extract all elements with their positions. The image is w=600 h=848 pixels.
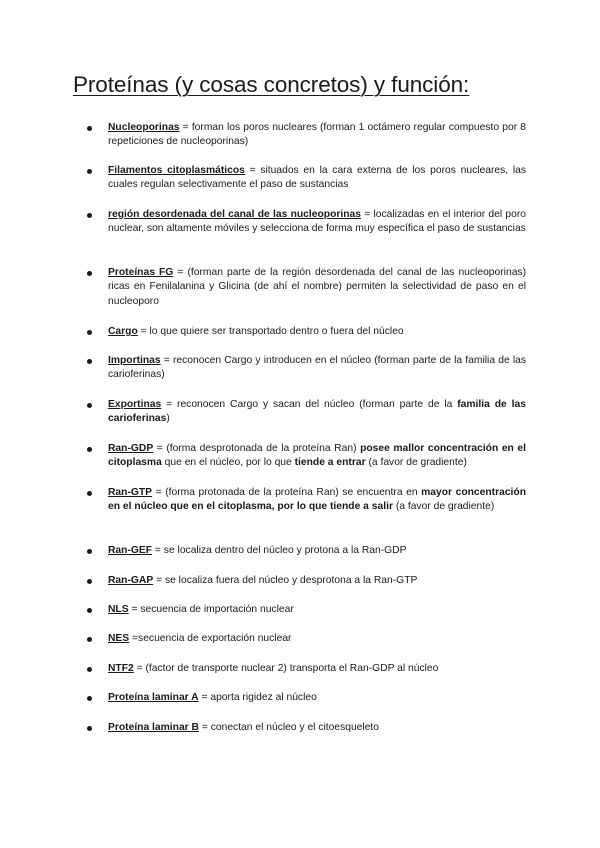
item-text bbox=[108, 164, 526, 193]
item-description: = (factor de transporte nuclear 2) transporta el Ran-GDP al núcleo bbox=[133, 663, 439, 674]
item-text bbox=[108, 691, 526, 705]
item-description-end: (a favor de gradiente) bbox=[365, 457, 467, 469]
item-text bbox=[108, 721, 526, 735]
item-description: = (forma desprotonada de la proteína Ran) bbox=[153, 443, 361, 454]
bullet-icon bbox=[87, 726, 92, 731]
item-description: = situados en la cara externa de los poros nucleares, las cuales regulan selectivamente el paso de sustancias bbox=[108, 165, 526, 191]
item-description: = (forman parte de la región desordenada del canal de las nucleoporinas) ricas en Fenilalanina y Glicina (de ahí el nombre) permiten la selectividad de paso en el nucleoporo bbox=[108, 267, 526, 307]
item-description: = conectan el núcleo y el citoesqueleto bbox=[198, 722, 380, 733]
item-term: NES bbox=[108, 633, 130, 644]
bullet-icon bbox=[87, 491, 92, 496]
item-text bbox=[108, 208, 526, 237]
item-emphasis: posee mallor concentración en el citoplasma bbox=[108, 443, 526, 469]
item-term: Proteína laminar B bbox=[108, 722, 199, 733]
item-text bbox=[108, 632, 526, 646]
item-term: Nucleoporinas bbox=[108, 122, 180, 133]
item-term: Cargo bbox=[108, 326, 138, 337]
item-text bbox=[108, 121, 526, 150]
item-term: Exportinas bbox=[108, 399, 162, 410]
bullet-icon bbox=[87, 579, 92, 584]
item-description: = aporta rigidez al núcleo bbox=[198, 692, 317, 703]
item-text bbox=[108, 486, 526, 515]
item-term: NLS bbox=[108, 604, 129, 615]
item-emphasis: mayor concentración en el núcleo que en el citoplasma, por lo que tiende a salir bbox=[108, 487, 526, 513]
item-term: Ran-GDP bbox=[108, 443, 154, 454]
bullet-icon bbox=[87, 637, 92, 642]
item-description: = secuencia de importación nuclear bbox=[128, 604, 294, 615]
bullet-icon bbox=[87, 549, 92, 554]
item-text bbox=[108, 325, 526, 339]
item-term: Proteína laminar A bbox=[108, 692, 199, 703]
item-text bbox=[108, 398, 526, 427]
item-term: Ran-GEF bbox=[108, 545, 153, 556]
page-title: Proteínas (y cosas concretos) y función: bbox=[73, 72, 470, 97]
item-description: =secuencia de exportación nuclear bbox=[129, 633, 292, 644]
item-description: = forman los poros nucleares (forman 1 octámero regular compuesto por 8 repeticiones de nucleoporinas) bbox=[108, 122, 526, 148]
item-term: Ran-GAP bbox=[108, 575, 154, 586]
item-description: = se localiza dentro del núcleo y protona a la Ran-GDP bbox=[152, 545, 407, 556]
item-text bbox=[108, 574, 526, 588]
item-description: = (forma protonada de la proteína Ran) se encuentra en bbox=[152, 487, 422, 498]
item-term: Filamentos citoplasmáticos bbox=[108, 165, 245, 176]
item-emphasis: familia de las carioferinas bbox=[108, 399, 526, 425]
bullet-icon bbox=[87, 169, 92, 174]
item-description-middle: que en el núcleo, por lo que bbox=[161, 457, 295, 469]
item-text bbox=[108, 662, 526, 676]
item-emphasis-2: tiende a entrar bbox=[294, 457, 366, 469]
item-term: NTF2 bbox=[108, 663, 134, 674]
item-description: = reconocen Cargo y sacan del núcleo (forman parte de la bbox=[161, 399, 458, 410]
item-text bbox=[108, 442, 526, 471]
bullet-icon bbox=[87, 403, 92, 408]
bullet-icon bbox=[87, 696, 92, 701]
item-term: región desordenada del canal de las nucleoporinas bbox=[108, 209, 361, 220]
bullet-icon bbox=[87, 447, 92, 452]
item-term: Importinas bbox=[108, 355, 161, 366]
item-text bbox=[108, 354, 526, 383]
bullet-icon bbox=[87, 126, 92, 131]
bullet-icon bbox=[87, 271, 92, 276]
item-term: Proteínas FG bbox=[108, 267, 174, 278]
bullet-icon bbox=[87, 330, 92, 335]
item-description: = localizadas en el interior del poro nuclear, son altamente móviles y selecciona de forma muy específica el paso de sustancias bbox=[108, 209, 526, 235]
item-term: Ran-GTP bbox=[108, 487, 153, 498]
bullet-icon bbox=[87, 608, 92, 613]
item-description: = lo que quiere ser transportado dentro o fuera del núcleo bbox=[137, 326, 404, 337]
item-description-end: ) bbox=[166, 413, 170, 425]
bullet-icon bbox=[87, 359, 92, 364]
item-text bbox=[108, 266, 526, 309]
item-description: = reconocen Cargo y introducen en el núcleo (forman parte de la familia de las carioferinas) bbox=[108, 355, 526, 381]
bullet-icon bbox=[87, 667, 92, 672]
item-text bbox=[108, 603, 526, 617]
item-description: = se localiza fuera del núcleo y desprotona a la Ran-GTP bbox=[153, 575, 418, 586]
item-description-end: (a favor de gradiente) bbox=[392, 501, 495, 513]
bullet-icon bbox=[87, 213, 92, 218]
item-text bbox=[108, 544, 526, 558]
